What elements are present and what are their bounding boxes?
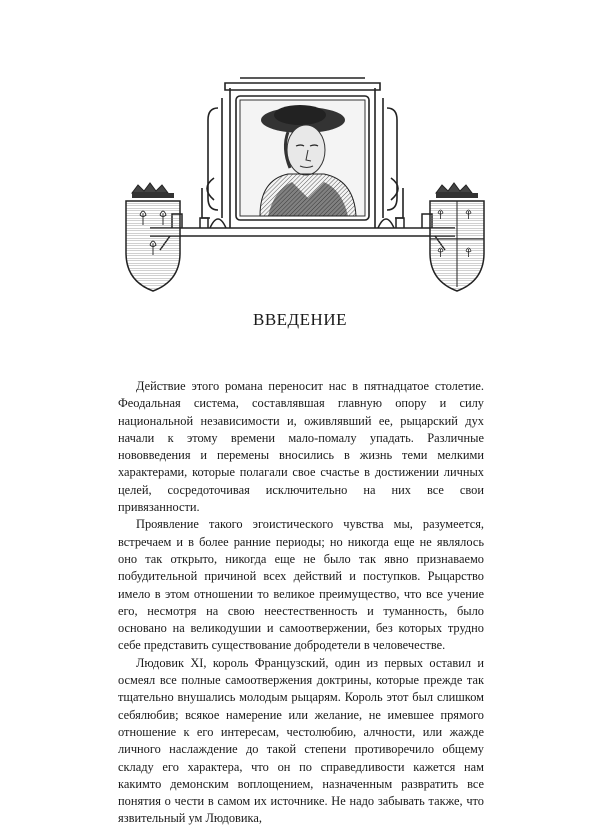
paragraph: Людовик XI, король Французский, один из первых оставил и осмеял все полные самоотвержения доктрины, которые прежде так тщательно внушались молодым рыцарям. Король этот был слишком себялюбив; всякое намерение или желание, не имевшее прямого отношение к его интересам, честолюбию, алчности, или жажде личного наслаждение до такой степени противоречило общему складу его характера, что он по справедливости кажется нам какимто демонским воплощением, назначенным развратить все понятия о чести в самом их источнике. Не надо забывать также, что язвительный ум Людовика, [118,655,484,826]
paragraph: Действие этого романа переносит нас в пятнадцатое столетие. Феодальная система, составлявшая главную опору и силу национальной независимости и, оживлявший ее, рыцарский дух начали к этому времени мало-помалу упадать. Различные нововведения и перемены вносились в жизнь теми мелкими характерами, которые полагали свое счастье в достижении личных целей, сосредоточивая исключительно на них все свои привязанности. [118,379,484,515]
paragraph: Проявление такого эгоистического чувства мы, разумеется, встречаем и в более ранние периоды; но никогда еще не являлось оно так открыто, никогда еще не было так явно признаваемо побудительной причиной всех действий и поступков. Рыцарство имело в этом отношении то великое преимущество, что все учение его, несмотря на свою неестественность и туманность, было основано на великодушии и самоотвержении, без которых трудно себе представить существование добродетели в человечестве. [118,517,484,653]
left-shield-icon [126,183,180,291]
headpiece-illustration [110,68,495,298]
body-text [118,378,484,828]
portrait-figure [240,100,365,216]
chapter-title: ВВЕДЕНИЕ [253,310,347,329]
right-shield-icon [430,183,484,291]
